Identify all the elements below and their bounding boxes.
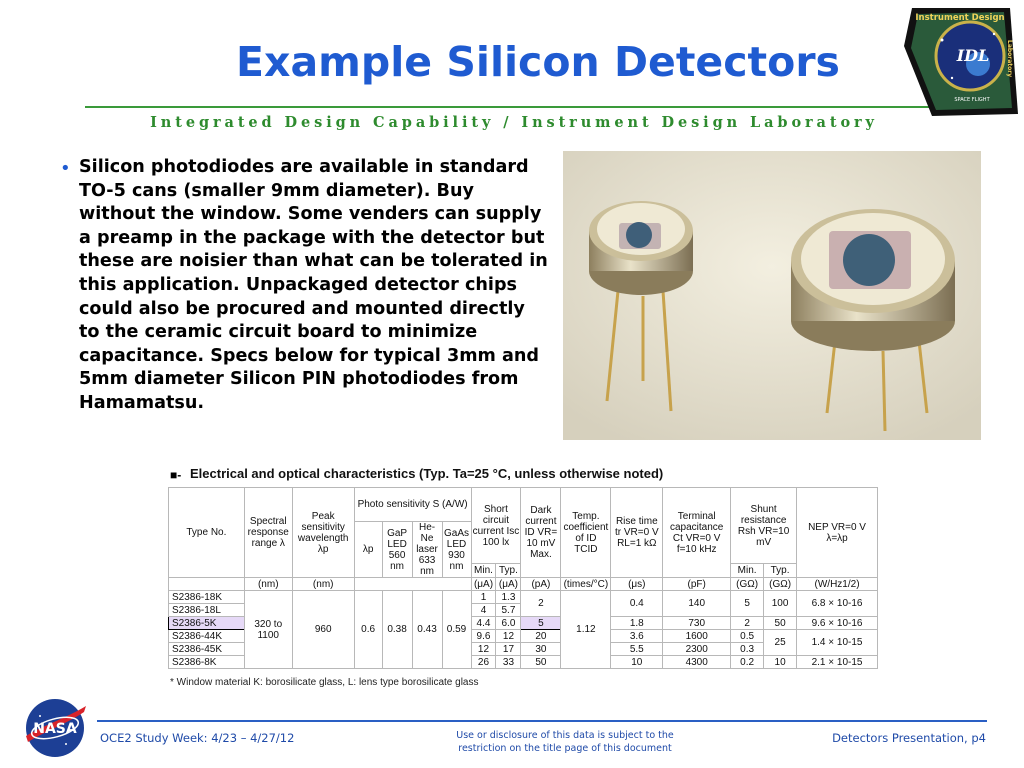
isc-min-cell: 4.4 xyxy=(471,617,496,630)
hdr-hene: He-Ne laser 633 nm xyxy=(412,522,442,578)
spec-table-figure xyxy=(168,463,880,693)
bullet-text: Silicon photodiodes are available in standard TO-5 cans (smaller 9mm diameter). Buy without the window. Some venders can supply a preamp in the package with the detector but these are noisier than what can be tolerated in this application. Unpackaged detector chips could also be procured and mounted directly to the ceramic circuit board to minimize capacitance. Specs below for typical 3mm and 5mm diameter Silicon PIN photodiodes from Hamamatsu. xyxy=(79,157,548,413)
bullet-item xyxy=(60,156,550,416)
ct-cell: 4300 xyxy=(663,656,731,669)
photodiode-photo xyxy=(563,151,981,440)
gap-cell: 0.38 xyxy=(382,591,412,669)
nasa-logo xyxy=(22,696,88,760)
type-cell: S2386-8K xyxy=(169,656,245,669)
hdr-short: Short circuit current Isc 100 lx xyxy=(471,488,521,564)
isc-min-cell: 12 xyxy=(471,643,496,656)
unit-blank-photo xyxy=(354,578,471,591)
hdr-type-no: Type No. xyxy=(169,488,245,578)
hdr-rise: Rise time tr VR=0 V RL=1 kΩ xyxy=(611,488,663,578)
bullet-dot-icon: • xyxy=(60,158,71,179)
lp-cell: 0.6 xyxy=(354,591,382,669)
rsh-min-cell: 0.5 xyxy=(731,630,764,643)
logo-bottom-text: SPACE FLIGHT xyxy=(954,97,990,103)
table-row xyxy=(169,591,878,604)
hdr-isc-min: Min. xyxy=(471,564,496,578)
type-cell: S2386-45K xyxy=(169,643,245,656)
hdr-lp: λp xyxy=(354,522,382,578)
footer-page-info: Detectors Presentation, p4 xyxy=(832,731,986,745)
rsh-typ-cell: 25 xyxy=(764,630,797,656)
rsh-typ-cell: 100 xyxy=(764,591,797,617)
hdr-nep: NEP VR=0 V λ=λp xyxy=(797,488,878,578)
footer-disclaimer xyxy=(430,729,700,755)
nep-cell: 9.6 × 10-16 xyxy=(797,617,878,630)
unit-nep: (W/Hz1/2) xyxy=(797,578,878,591)
isc-typ-cell: 1.3 xyxy=(496,591,521,604)
rsh-min-cell: 0.3 xyxy=(731,643,764,656)
dark-cell: 2 xyxy=(521,591,561,617)
unit-rsh-typ: (GΩ) xyxy=(764,578,797,591)
unit-isc-min: (μA) xyxy=(471,578,496,591)
isc-typ-cell: 5.7 xyxy=(496,604,521,617)
footer-divider xyxy=(97,720,987,722)
dark-cell-highlighted: 5 xyxy=(521,617,561,630)
rise-cell: 5.5 xyxy=(611,643,663,656)
hdr-photo: Photo sensitivity S (A/W) xyxy=(354,488,471,522)
isc-min-cell: 4 xyxy=(471,604,496,617)
footer-disclaimer-line2: restriction on the title page of this document xyxy=(458,743,672,754)
spec-table-note: * Window material K: borosilicate glass, L: lens type borosilicate glass xyxy=(170,677,479,688)
spec-table-heading xyxy=(168,463,880,487)
hdr-shunt: Shunt resistance Rsh VR=10 mV xyxy=(731,488,797,564)
logo-top-text: Instrument Design xyxy=(915,13,1005,23)
hdr-temp: Temp. coefficient of ID TCID xyxy=(561,488,611,578)
peak-cell: 960 xyxy=(292,591,354,669)
rsh-min-cell: 0.2 xyxy=(731,656,764,669)
hdr-term: Terminal capacitance Ct VR=0 V f=10 kHz xyxy=(663,488,731,578)
type-cell: S2386-18K xyxy=(169,591,245,604)
unit-spectral: (nm) xyxy=(244,578,292,591)
nep-cell: 1.4 × 10-15 xyxy=(797,630,878,656)
rise-cell: 1.8 xyxy=(611,617,663,630)
dark-cell: 20 xyxy=(521,630,561,643)
isc-typ-cell: 33 xyxy=(496,656,521,669)
type-cell: S2386-18L xyxy=(169,604,245,617)
ct-cell: 1600 xyxy=(663,630,731,643)
nasa-logo-text: NASA xyxy=(33,721,77,737)
logo-right-text: Laboratory xyxy=(1006,40,1013,78)
rise-cell: 3.6 xyxy=(611,630,663,643)
isc-min-cell: 26 xyxy=(471,656,496,669)
unit-rsh-min: (GΩ) xyxy=(731,578,764,591)
hene-cell: 0.43 xyxy=(412,591,442,669)
isc-typ-cell: 6.0 xyxy=(496,617,521,630)
hdr-spectral: Spectral response range λ xyxy=(244,488,292,578)
isc-typ-cell: 12 xyxy=(496,630,521,643)
hdr-rsh-typ: Typ. xyxy=(764,564,797,578)
rsh-min-cell: 2 xyxy=(731,617,764,630)
hdr-isc-typ: Typ. xyxy=(496,564,521,578)
spec-table xyxy=(168,487,878,669)
unit-isc-typ: (μA) xyxy=(496,578,521,591)
unit-term: (pF) xyxy=(663,578,731,591)
unit-temp: (times/°C) xyxy=(561,578,611,591)
unit-blank xyxy=(169,578,245,591)
hdr-rsh-min: Min. xyxy=(731,564,764,578)
temp-cell: 1.12 xyxy=(561,591,611,669)
slide-title: Example Silicon Detectors xyxy=(236,38,840,86)
isc-min-cell: 9.6 xyxy=(471,630,496,643)
footer-study-week: OCE2 Study Week: 4/23 – 4/27/12 xyxy=(100,731,295,745)
rise-cell: 0.4 xyxy=(611,591,663,617)
nep-cell: 2.1 × 10-15 xyxy=(797,656,878,669)
nep-cell: 6.8 × 10-16 xyxy=(797,591,878,617)
unit-peak: (nm) xyxy=(292,578,354,591)
isc-typ-cell: 17 xyxy=(496,643,521,656)
idl-logo xyxy=(902,6,1020,118)
spec-heading-text: Electrical and optical characteristics (Typ. Ta=25 °C, unless otherwise noted) xyxy=(190,466,664,481)
rsh-min-cell: 5 xyxy=(731,591,764,617)
slide-subtitle: Integrated Design Capability / Instrument Design Laboratory xyxy=(150,114,878,131)
hdr-peak: Peak sensitivity wavelength λp xyxy=(292,488,354,578)
hdr-gap: GaP LED 560 nm xyxy=(382,522,412,578)
logo-center-text: IDL xyxy=(956,46,990,65)
gaas-cell: 0.59 xyxy=(442,591,471,669)
spectral-cell: 320 to 1100 xyxy=(244,591,292,669)
rsh-typ-cell: 50 xyxy=(764,617,797,630)
ct-cell: 140 xyxy=(663,591,731,617)
unit-rise: (μs) xyxy=(611,578,663,591)
dark-cell: 30 xyxy=(521,643,561,656)
type-cell-highlighted: S2386-5K xyxy=(169,617,245,630)
ct-cell: 2300 xyxy=(663,643,731,656)
dark-cell: 50 xyxy=(521,656,561,669)
heading-marker-icon: ■- xyxy=(170,468,182,482)
title-divider xyxy=(85,106,943,108)
type-cell: S2386-44K xyxy=(169,630,245,643)
unit-dark: (pA) xyxy=(521,578,561,591)
ct-cell: 730 xyxy=(663,617,731,630)
footer-disclaimer-line1: Use or disclosure of this data is subject to the xyxy=(456,730,674,741)
rise-cell: 10 xyxy=(611,656,663,669)
isc-min-cell: 1 xyxy=(471,591,496,604)
rsh-typ-cell: 10 xyxy=(764,656,797,669)
hdr-gaas: GaAs LED 930 nm xyxy=(442,522,471,578)
hdr-dark: Dark current ID VR= 10 mV Max. xyxy=(521,488,561,578)
